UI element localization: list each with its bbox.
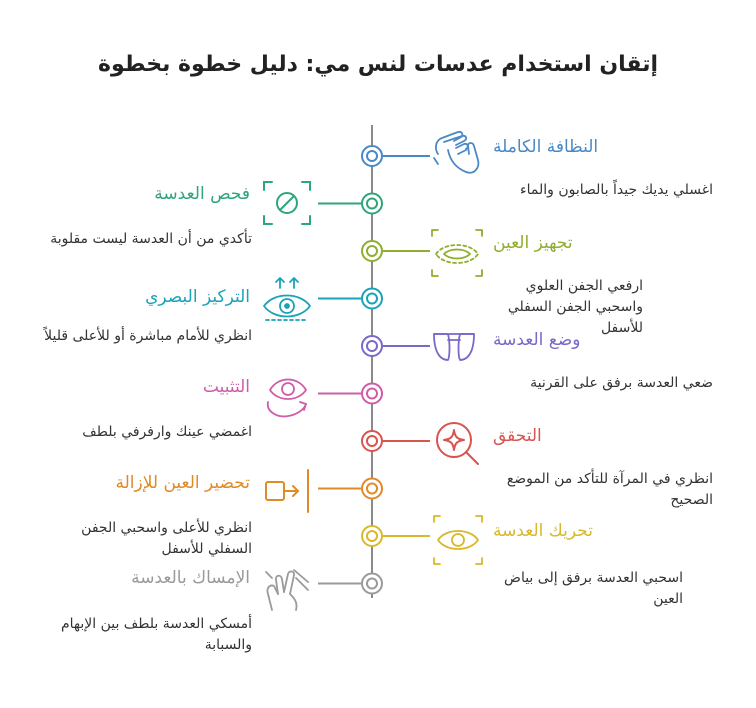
step-3-node <box>362 241 382 261</box>
step-10-node <box>362 574 382 594</box>
step-8-desc: انظري للأعلى واسحبي الجفن السفلي للأسفل <box>81 520 252 557</box>
step-9-desc: اسحبي العدسة برفق إلى بياض العين <box>504 570 683 607</box>
step-4-desc: انظري للأمام مباشرة أو للأعلى قليلاً <box>44 328 252 344</box>
step-4-label: التركيز البصري <box>145 287 250 307</box>
inspect-lens-icon <box>264 182 310 224</box>
step-1-desc: اغسلي يديك جيداً بالصابون والماء <box>520 182 713 198</box>
contact-lenses-icon <box>434 334 474 360</box>
step-1-label: النظافة الكاملة <box>493 137 599 157</box>
step-3-desc: ارفعي الجفن العلوي واسحبي الجفن السفلي للأسفل <box>507 278 643 336</box>
eye-move-icon <box>434 516 482 564</box>
magnifier-icon <box>437 423 478 464</box>
step-1-node <box>362 146 382 166</box>
eye-focus-icon <box>264 278 310 320</box>
step-2-label: فحص العدسة <box>154 184 250 204</box>
diagram-title: إتقان استخدام عدسات لنس مي: دليل خطوة بخطوة <box>98 52 658 77</box>
step-7-node <box>362 431 382 451</box>
open-eye-icon <box>432 230 482 276</box>
step-7-desc: انظري في المرآة للتأكد من الموضع الصحيح <box>506 471 713 508</box>
step-8-node <box>362 479 382 499</box>
eye-blink-icon <box>268 380 306 417</box>
step-6-node <box>362 384 382 404</box>
step-6-desc: اغمضي عينك وارفرفي بلطف <box>82 424 252 440</box>
hand-pinch-icon <box>266 570 308 610</box>
step-9-node <box>362 526 382 546</box>
step-4-node <box>362 289 382 309</box>
step-5-node <box>362 336 382 356</box>
step-8-label: تحضير العين للإزالة <box>115 473 250 493</box>
step-9-label: تحريك العدسة <box>493 521 593 541</box>
step-3-label: تجهيز العين <box>493 233 573 253</box>
step-5-desc: ضعي العدسة برفق على القرنية <box>530 375 713 391</box>
step-10-label: الإمساك بالعدسة <box>131 568 250 588</box>
step-5-label: وضع العدسة <box>493 330 581 350</box>
step-7-label: التحقق <box>493 426 542 446</box>
exit-icon <box>266 470 308 512</box>
hands-washing-icon <box>434 132 478 173</box>
step-2-node <box>362 194 382 214</box>
step-10-desc: أمسكي العدسة بلطف بين الإبهام والسبابة <box>60 616 252 653</box>
step-2-desc: تأكدي من أن العدسة ليست مقلوبة <box>50 231 252 247</box>
step-6-label: التثبيت <box>202 377 250 397</box>
